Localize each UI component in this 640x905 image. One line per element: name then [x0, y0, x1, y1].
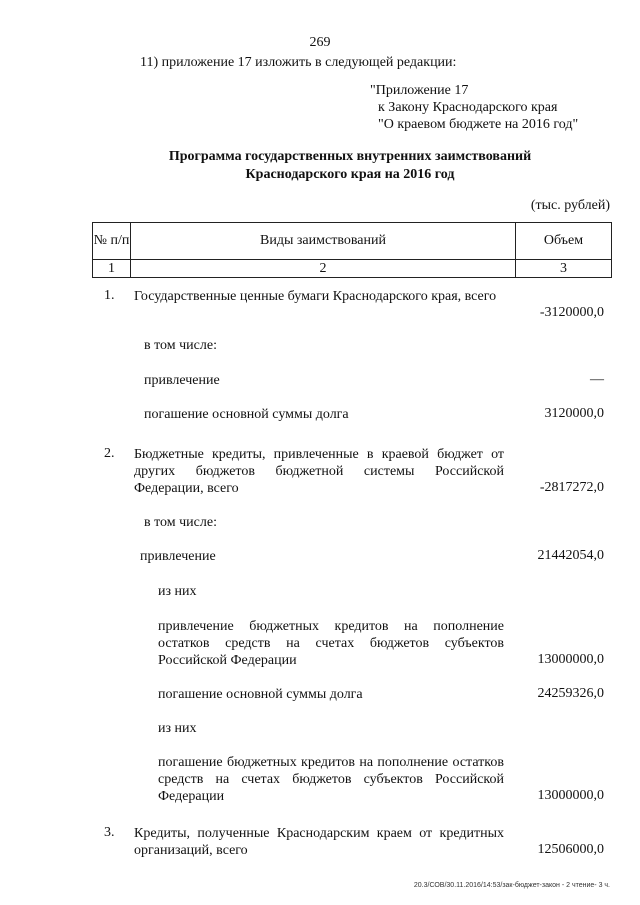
row-2-of-them-1: из них — [158, 584, 197, 599]
appendix-line-3: "О краевом бюджете на 2016 год" — [378, 117, 579, 132]
appendix-line-2: к Закону Краснодарского края — [378, 100, 558, 115]
col-type-header: Виды заимствований — [131, 223, 516, 260]
row-2-text: Бюджетные кредиты, привлеченные в краевой бюджет от других бюджетов бюджетной системы Российской Федерации, всего — [134, 447, 504, 496]
row-1-borrowing-value: — — [590, 372, 604, 387]
row-2-repayment-value: 24259326,0 — [537, 686, 604, 701]
row-1-including: в том числе: — [144, 338, 217, 353]
row-3-text: Кредиты, полученные Краснодарским краем от кредитных организаций, всего — [134, 826, 504, 858]
document-title — [0, 148, 640, 184]
row-2-of-them-2: из них — [158, 721, 197, 736]
row-2-value: -2817272,0 — [539, 480, 604, 495]
row-2-sub-repayment-value: 13000000,0 — [537, 788, 604, 803]
title-line-1: Программа государственных внутренних заимствований — [168, 149, 532, 164]
row-1-number: 1. — [104, 288, 115, 303]
row-2-sub-borrowing-value: 13000000,0 — [537, 652, 604, 667]
row-1-borrowing: привлечение — [144, 373, 220, 388]
row-1-value: -3120000,0 — [539, 305, 604, 320]
row-1-repayment-value: 3120000,0 — [544, 406, 604, 421]
row-1-text: Государственные ценные бумаги Краснодарского края, всего — [134, 289, 497, 304]
col-index-3: 3 — [516, 260, 612, 278]
col-index-2: 2 — [131, 260, 516, 278]
units-label: (тыс. рублей) — [530, 198, 610, 213]
appendix-reference — [370, 82, 578, 133]
col-volume-header: Объем — [516, 223, 612, 260]
document-footer: 20.3/СОВ/30.11.2016/14:53/зак-бюджет-закон - 2 чтение- 3 ч. — [413, 882, 610, 889]
row-2-borrowing: привлечение — [140, 549, 216, 564]
title-line-2: Краснодарского края на 2016 год — [245, 167, 455, 182]
row-2-sub-borrowing: привлечение бюджетных кредитов на пополнение остатков средств на счетах бюджетов субъектов Российской Федерации — [158, 619, 504, 668]
row-1-repayment: погашение основной суммы долга — [144, 407, 349, 422]
table-header — [92, 222, 612, 278]
page-number: 269 — [309, 35, 331, 50]
row-3-number: 3. — [104, 825, 115, 840]
intro-text: 11) приложение 17 изложить в следующей редакции: — [140, 55, 457, 70]
row-2-borrowing-value: 21442054,0 — [537, 548, 604, 563]
row-2-sub-repayment: погашение бюджетных кредитов на пополнение остатков средств на счетах бюджетов субъектов Российской Федерации — [158, 755, 504, 804]
col-number-header: № п/п — [93, 223, 131, 260]
row-2-number: 2. — [104, 446, 115, 461]
row-3-value: 12506000,0 — [537, 842, 604, 857]
appendix-line-1: "Приложение 17 — [370, 83, 469, 98]
col-index-1: 1 — [93, 260, 131, 278]
row-2-including: в том числе: — [144, 515, 217, 530]
row-2-repayment: погашение основной суммы долга — [158, 687, 363, 702]
